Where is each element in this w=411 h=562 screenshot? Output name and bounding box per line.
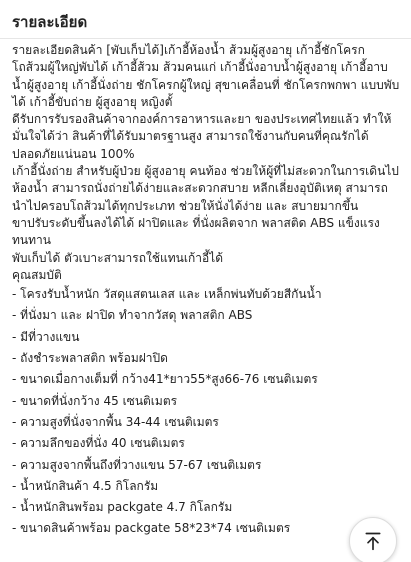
description-paragraph: ขาปรับระดับขึ้นลงได้ได้ ฝาปิดและ ที่นั่งผลิตจาก พลาสติด ABS แข็งแรงทนทาน xyxy=(12,215,380,248)
arrow-up-to-top-icon xyxy=(363,531,383,551)
feature-item: - น้ำหนักสินค้า 4.5 กิโลกรัม xyxy=(12,476,400,497)
feature-item: - มีที่วางแขน xyxy=(12,327,400,348)
description-paragraph: รายละเอียดสินค้า [พับเก็บได้]เก้าอี้ห้องน้ำ ส้วมผู้สูงอายุ เก้าอี้ชักโครก โถส้วมผู้ใหญ่พับได้ เก้าอี้ส้วม ส้วมคนแก่ เก้าอี้นั่งอาบน้ำผู้สูงอายุ เก้าอี้อาบน้ำผู้สูงอายุ เก้าอี้นั่งถ่าย ชักโครกผู้ใหญ่ สุขาเคลื่อนที่ ชักโครกพกพา แบบพับได้ เก้าอี้ขับถ่าย ผู้สูงอายุ หญิงตั้ xyxy=(12,43,400,109)
description-paragraph: พับเก็บได้ ตัวเบาะสามารถใช้แทนเก้าอี้ได้ xyxy=(12,250,224,265)
features-heading: คุณสมบัติ xyxy=(12,267,62,282)
feature-item: - ที่นั่งมา และ ฝาปิด ทำจากวัสดุ พลาสติก ABS xyxy=(12,305,400,326)
scroll-to-top-button[interactable] xyxy=(349,517,397,562)
feature-item: - ความลึกของที่นั่ง 40 เซนติเมตร xyxy=(12,433,400,454)
description-content xyxy=(12,42,400,540)
feature-item: - ความสูงที่นั่งจากพื้น 34-44 เซนติเมตร xyxy=(12,412,400,433)
feature-item: - ขนาดเมื่อกางเต็มที่ กว้าง41*ยาว55*สูง66-76 เซนติเมตร xyxy=(12,369,400,390)
feature-item: - ถังชำระพลาสติก พร้อมฝาปิด xyxy=(12,348,400,369)
feature-item: - ขนาดที่นั่งกว้าง 45 เซนติเมตร xyxy=(12,391,400,412)
description-paragraph: เก้าอี้นั่งถ่าย สำหรับผู้ป่วย ผู้สูงอายุ คนท้อง ช่วยให้ผู้ที่ไม่สะดวกในการเดินไปห้องน้ำ สามารถนั่งถ่ายได้ง่ายและสะดวกสบาย หลีกเลี่ยงอุบัติเหตุ สามารถนำไปครอบโถส้วมได้ทุกประเภท ช่วยให้นั่งได้ง่าย และ สบายมากขึ้น xyxy=(12,164,399,213)
feature-item: - ขนาดสินค้าพร้อม packgate 58*23*74 เซนติเมตร xyxy=(12,518,400,539)
section-title: รายละเอียด xyxy=(12,13,88,31)
feature-item: - ความสูงจากพื้นถึงที่วางแขน 57-67 เซนติเมตร xyxy=(12,455,400,476)
section-divider xyxy=(0,38,411,39)
features-list xyxy=(12,284,400,540)
feature-item: - โครงรับน้ำหนัก วัสดุแสตนเลส และ เหล็กพ่นทับด้วยสีกันน้ำ xyxy=(12,284,400,305)
description-paragraph: ดีรับการรับรองสินค้าจากองค์การอาหารและยา ของประเทศไทยแล้ว ทำให้มั่นใจได้ว่า สินค้าที่ได้รับมาตรฐานสูง สามารถใช้งานกับคนที่คุณรักได้ปลอดภัยแน่นอน 100% xyxy=(12,112,392,161)
feature-item: - น้ำหนักสินพร้อม packgate 4.7 กิโลกรัม xyxy=(12,497,400,518)
